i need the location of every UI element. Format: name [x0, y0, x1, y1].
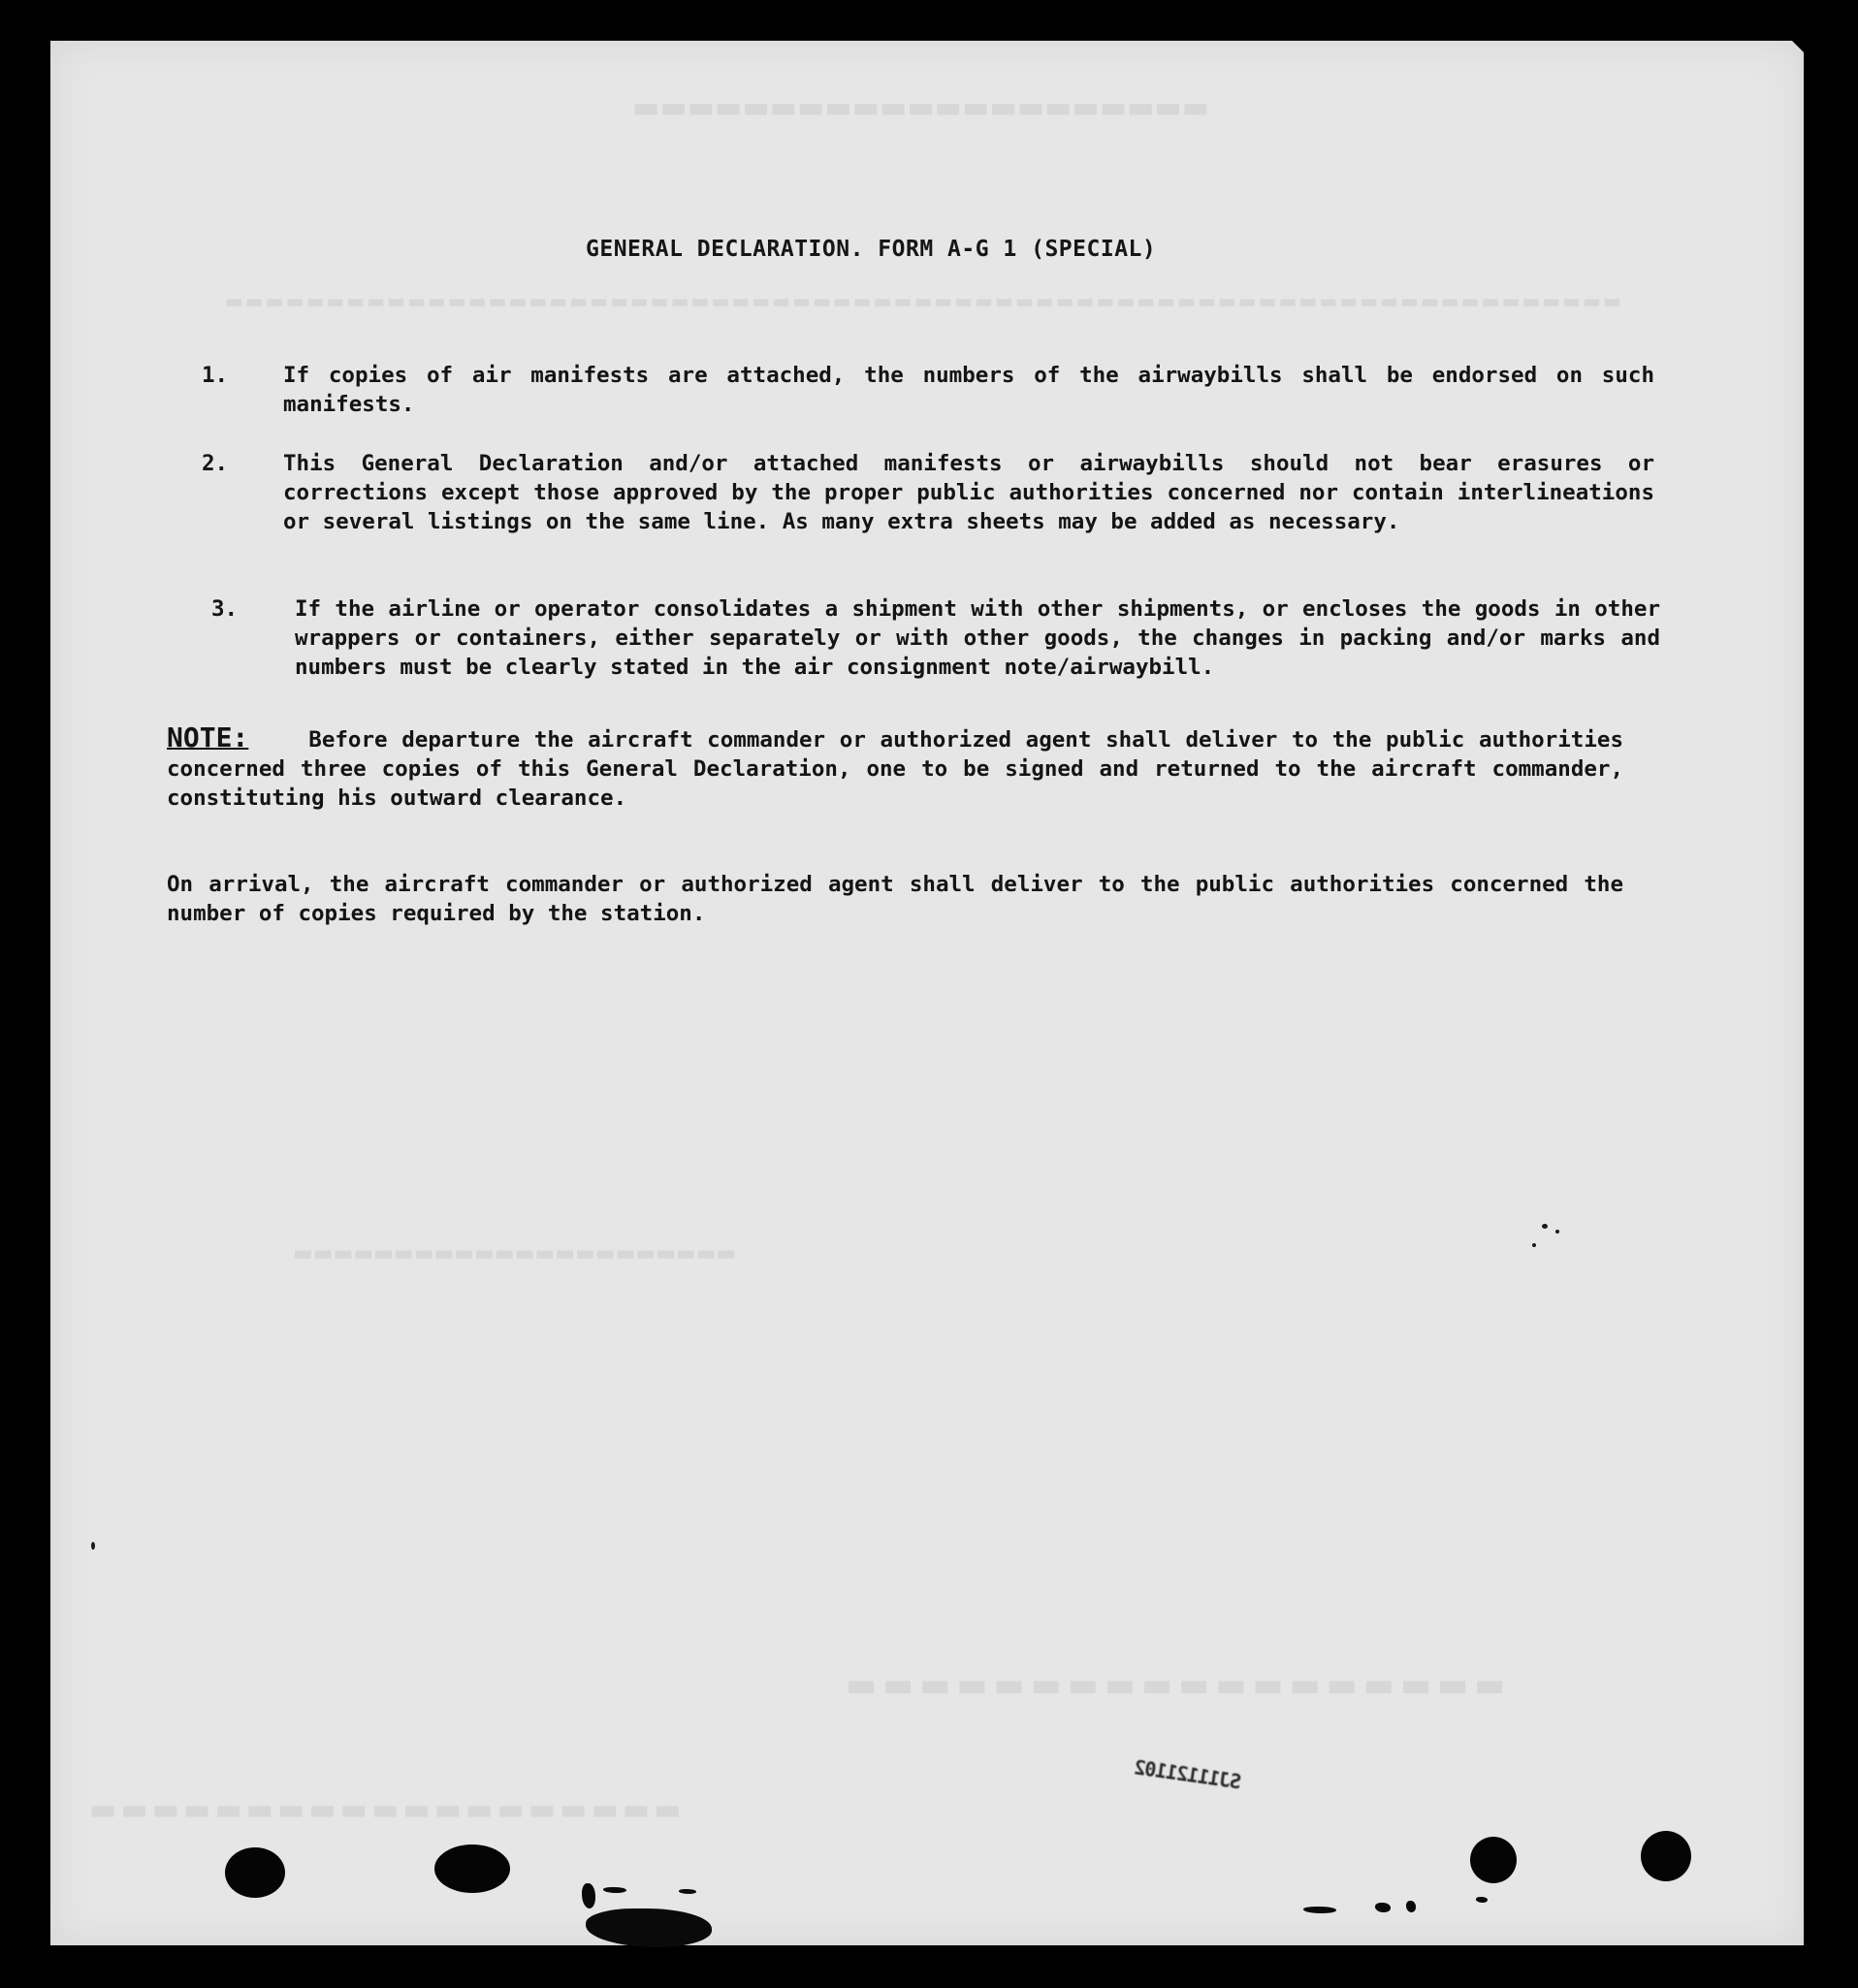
note-paragraph	[167, 723, 1623, 813]
punch-hole	[225, 1847, 285, 1898]
arrival-paragraph: On arrival, the aircraft commander or authorized agent shall deliver to the public authorities concerned the number of copies required by the station.	[167, 872, 1623, 926]
form-title: GENERAL DECLARATION. FORM A-G 1 (SPECIAL)	[586, 237, 1157, 262]
item-text: If copies of air manifests are attached, the numbers of the airwaybills shall be endorsed on such manifests.	[283, 363, 1654, 417]
ink-smudge	[1375, 1903, 1391, 1912]
scan-speck	[1555, 1230, 1559, 1234]
item-text: If the airline or operator consolidates a shipment with other shipments, or encloses the goods in other wrappers or containers, either separately or with other goods, the changes in packing and/or marks and numbers must be clearly stated in the air consignment note/airwaybill.	[295, 596, 1660, 680]
ink-smudge	[1476, 1897, 1488, 1903]
scan-speck	[1532, 1243, 1536, 1247]
scan-speck	[91, 1542, 95, 1550]
bleed-through-heading: ▬▬▬▬▬▬▬▬▬▬▬▬▬▬▬▬▬▬▬▬▬	[632, 94, 1210, 128]
note-label: NOTE:	[167, 721, 249, 754]
punch-hole	[1641, 1831, 1691, 1881]
ink-smudge	[1406, 1901, 1416, 1912]
item-text: This General Declaration and/or attached manifests or airwaybills should not bear erasures or corrections except those approved by the proper public authorities concerned nor contain interlineations or several listings on the same line. As many extra sheets may be added as necessary.	[283, 451, 1654, 534]
ink-smudge	[679, 1889, 696, 1894]
punch-hole	[1470, 1837, 1517, 1883]
bleed-through-footer: ▬▬▬▬▬▬▬▬▬▬▬▬▬▬▬▬▬▬	[846, 1670, 1512, 1709]
scan-speck	[1542, 1224, 1548, 1229]
ink-smudge	[582, 1883, 595, 1908]
bleed-through-bottom: ▬▬▬▬▬▬▬▬▬▬▬▬▬▬▬▬▬▬▬	[89, 1796, 686, 1830]
item-number: 1.	[202, 363, 229, 388]
page-corner-fold	[1788, 37, 1811, 60]
stamp-marking: SJ11121102	[1133, 1755, 1243, 1794]
item-number: 3.	[211, 596, 239, 622]
bleed-through-lines: ▬▬▬▬▬▬▬▬▬▬▬▬▬▬▬▬▬▬▬▬▬▬▬▬▬▬▬▬▬▬▬▬▬▬▬▬▬▬▬▬▬▬▬▬▬▬▬▬▬▬▬▬▬▬▬▬▬▬▬▬▬▬▬▬▬▬▬▬▬	[225, 293, 1623, 316]
note-text: Before departure the aircraft commander or authorized agent shall deliver to the public authorities concerned three copies of this General Declaration, one to be signed and returned to the aircraft commander, constituting his outward clearance.	[167, 727, 1623, 811]
ink-smudge	[603, 1887, 626, 1893]
document-page	[50, 41, 1804, 1945]
punch-hole	[434, 1844, 510, 1893]
bleed-through-block: ▬▬▬▬▬▬▬▬▬▬▬▬▬▬▬▬▬▬▬▬▬▬	[293, 1243, 737, 1268]
item-number: 2.	[202, 451, 229, 476]
